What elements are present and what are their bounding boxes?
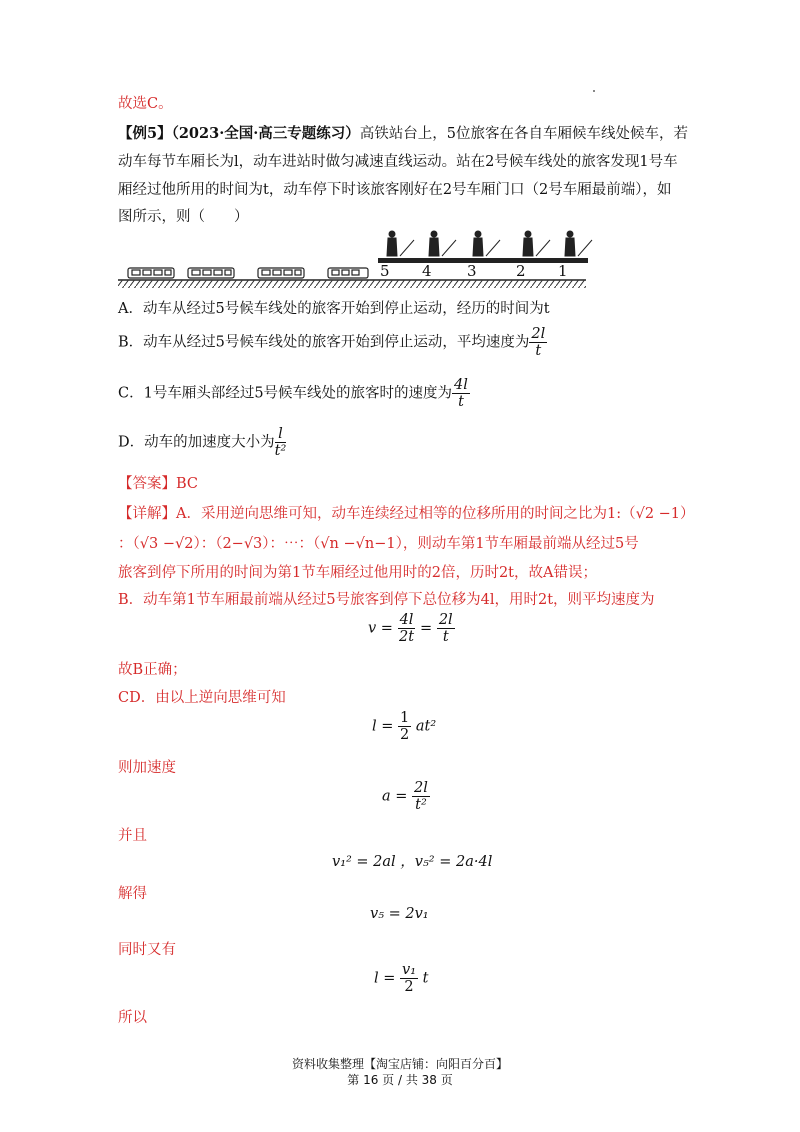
explain-line-5: 故B正确；	[118, 662, 187, 678]
passenger-1	[565, 231, 592, 256]
equation-displacement	[372, 710, 436, 743]
footer-page-number: 第 16 页 / 共 38 页	[347, 1073, 453, 1087]
eq3-frac	[412, 780, 430, 813]
platform-number-4: 4	[422, 262, 432, 280]
eq6-den: 2	[404, 979, 414, 995]
platform-number-2: 2	[516, 262, 526, 280]
option-d	[118, 426, 286, 466]
eq6-left: l =	[374, 970, 396, 987]
explain-line-4: B．动车第1节车厢最前端从经过5号旅客到停下总位移为4l，用时2t，则平均速度为	[118, 592, 655, 608]
eq2-num: 1	[400, 710, 410, 726]
explain-line-11: 所以	[118, 1010, 147, 1026]
platform-number-3: 3	[467, 262, 477, 280]
explain-line-10: 同时又有	[118, 942, 176, 958]
option-b-den: t	[535, 343, 542, 359]
option-c-fraction	[452, 377, 470, 410]
example-source: （2023·全国·高三专题练习）	[171, 125, 360, 142]
example-header	[118, 124, 688, 144]
train-car-1	[128, 268, 174, 278]
eq2-den: 2	[400, 727, 410, 743]
eq1-frac1	[398, 612, 416, 645]
passenger-3	[473, 231, 500, 256]
option-d-den: t²	[274, 443, 287, 459]
option-c-text: C．1号车厢头部经过5号候车线处的旅客时的速度为	[118, 385, 453, 402]
eq2-left: l =	[372, 718, 394, 735]
eq6-right: t	[422, 970, 429, 987]
eq2-frac	[398, 710, 411, 743]
option-b-fraction	[529, 326, 547, 359]
option-d-text: D．动车的加速度大小为	[118, 434, 275, 451]
example-text-4: 图所示，则（ ）	[118, 209, 249, 225]
eq2-right: at²	[415, 718, 437, 735]
option-b	[118, 326, 547, 366]
option-d-fraction	[275, 426, 287, 459]
passenger-5	[387, 231, 414, 256]
equation-v5: v₅ = 2v₁	[370, 906, 429, 922]
passenger-4	[429, 231, 456, 256]
eq6-frac	[400, 962, 418, 995]
eq3-left: a =	[382, 788, 408, 805]
platform-number-5: 5	[380, 262, 390, 280]
eq1-frac2	[437, 612, 455, 645]
eq1-den1: 2t	[398, 629, 415, 645]
option-b-text: B．动车从经过5号候车线处的旅客开始到停止运动，平均速度为	[118, 334, 530, 351]
explain-line-6: CD．由以上逆向思维可知	[118, 690, 286, 706]
platform	[378, 258, 588, 263]
train-car-4	[328, 268, 368, 278]
option-c	[118, 377, 470, 417]
explain-line-2: ：（√3 −√2）：（2−√3）：⋯：（√n −√n−1），则动车第1节车厢最前端从经过5号	[118, 536, 639, 552]
option-d-num: l	[275, 426, 287, 443]
eq1-left: v =	[368, 620, 393, 637]
footer-source: 资料收集整理【淘宝店铺：向阳百分百】	[291, 1057, 508, 1071]
eq3-num: 2l	[414, 780, 428, 796]
eq3-den: t²	[415, 797, 427, 813]
train-platform-figure	[118, 222, 598, 294]
option-a: A．动车从经过5号候车线处的旅客开始到停止运动，经历的时间为t	[118, 301, 550, 317]
train-car-3	[258, 268, 304, 278]
example-tag: 【例5】	[118, 125, 172, 142]
equation-average-velocity	[368, 612, 455, 645]
equation-velocity-squares: v₁² = 2al ，v₅² = 2a·4l	[332, 854, 493, 870]
equation-acceleration	[382, 780, 430, 813]
explain-line-7: 则加速度	[118, 760, 176, 776]
equation-length-v1	[374, 962, 428, 995]
stray-dot	[593, 90, 595, 92]
eq1-num2: 2l	[438, 612, 453, 628]
platform-number-1: 1	[558, 262, 568, 280]
explain-line-9: 解得	[118, 886, 147, 902]
explain-line-8: 并且	[118, 828, 147, 844]
option-b-num: 2l	[531, 326, 546, 342]
ground-hatch	[118, 280, 586, 288]
previous-answer: 故选C。	[118, 96, 173, 112]
explain-line-3: 旅客到停下所用的时间为第1节车厢经过他用时的2倍，历时2t，故A错误；	[118, 565, 597, 581]
eq1-den2: t	[442, 629, 449, 645]
passenger-2	[523, 231, 550, 256]
explain-line-1: 【详解】A．采用逆向思维可知，动车连续经过相等的位移所用的时间之比为1:（√2 −1）	[118, 506, 695, 522]
train-car-2	[188, 268, 234, 278]
example-text-1: 高铁站台上，5位旅客在各自车厢候车线处候车，若	[359, 126, 689, 142]
eq1-num1: 4l	[399, 612, 414, 628]
option-c-num: 4l	[454, 377, 468, 393]
answer-line: 【答案】BC	[118, 476, 199, 492]
option-c-den: t	[458, 394, 464, 410]
example-text-2: 动车每节车厢长为l，动车进站时做匀减速直线运动。站在2号候车线处的旅客发现1号车	[118, 154, 678, 170]
example-text-3: 厢经过他所用的时间为t，动车停下时该旅客刚好在2号车厢门口（2号车厢最前端），如	[118, 182, 672, 198]
eq1-equals: =	[420, 620, 433, 637]
eq6-num: v₁	[402, 962, 417, 978]
